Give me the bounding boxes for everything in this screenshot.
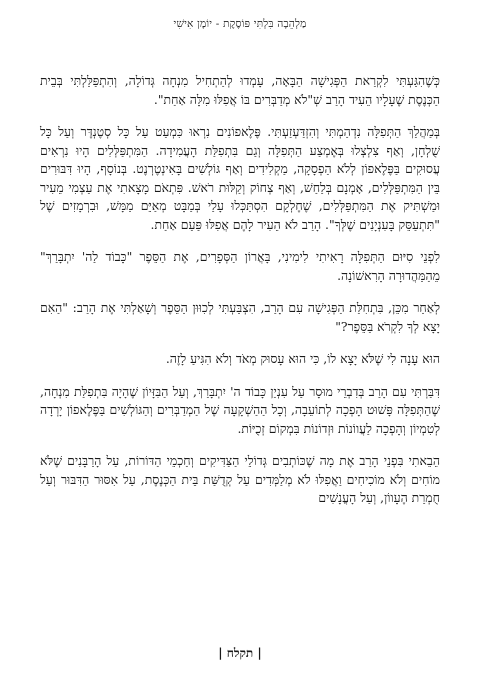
paragraph: לְאַחַר מִכֵּן, בִּתְחִלַּת הַפְּגִישָׁה עִם הָרַב, הִצְבַּעְתִּי לְכִוּוּן הַסֵּפֶר וְשָׁאַלְתִּי אֶת הָרַב: "הַאִם יָצָא לְךָ לִקְרֹא בַּסֵּפֶר?" [40,300,440,334]
paragraph: הוּא עָנָה לִי שֶׁלֹּא יָצָא לוֹ, כִּי הוּא עָסוּק מְאֹד וְלֹא הִגִּיעַ לָזֶה. [165,351,440,366]
paragraph: לִפְנֵי סִיּוּם הַתְּפִלָּה רָאִיתִי לִימִינִי, בָּאֲרוֹן הַסְּפָרִים, אֶת הַסֵּפֶר "כָּבוֹד לַה' יִתְבָּרַךְ" מֵהַמַּהֲדוּרָה הָרִאשׁוֹנָה. [40,249,440,283]
running-head: מַלְהֵבָה בִּלְתִּי פּוֹסֶקֶת - יוֹמָן אִישִׁי [173,18,307,30]
paragraph: כְּשֶׁהִגַּעְתִּי לִקְרַאת הַפְּגִישָׁה הַבָּאָה, עָמְדוּ לְהַתְחִיל מִנְחָה גְּדוֹלָה, וְהִתְפַּלַּלְתִּי בְּבֵית הַכְּנֶסֶת שֶׁעָלָיו הֵעִיד הָרַב שְׁ"לֹא מְדַבְּרִים בּוֹ אֲפִלּוּ מִלָּה אַחַת". [40,73,440,107]
paragraph: בְּמַהֲלַךְ הַתְּפִלָּה נִדְהַמְתִּי וְהִזְדַּעְזַעְתִּי. פֶּלֶאפוֹנִים נִרְאוּ כִּמְעַט עַל כָּל סְטֶנְדֶּר וְעַל כָּל שֻׁלְחָן, וְאַף צִלְצְלוּ בְּאֶמְצַע הַתְּפִלָּה וְגַם בִּתְפִלַּת הָעֲמִידָה. הַמִּתְפַּלְּלִים הָיוּ נִרְאִים עֲסוּקִים בַּפֶּלֶאפוֹן לְלֹא הַפְסָקָה, מַקְלִידִים וְאַף גּוֹלְשִׁים בָּאִינְטֶרְנֶט. בְּנוֹסָף, הָיוּ דִּבּוּרִים בֵּין הַמִּתְפַּלְּלִים, אָמְנָם בְּלַחַשׁ, וְאַף צְחוֹק וְקַלּוּת רֹאשׁ. פִּתְאֹם מָצָאתִי אֶת עַצְמִי מֵעִיר וּמַשְׁתִּיק אֶת הַמִּתְפַּלְּלִים, שֶׁחֶלְקָם הִסְתַּכְּלוּ עָלַי בְּמַבָּט מְאַיֵּם מַמָּשׁ, וּבִרְמָזִים שֶׁל "תִּתְעַסֵּק בָּעִנְיָנִים שֶׁלְּךָ". הָרַב לֹא הֵעִיר לָהֶם אֲפִלּוּ פַּעַם אַחַת. [40,124,440,232]
paragraph: דִּבַּרְתִּי עִם הָרַב בְּדִבְרֵי מוּסָר עַל עִנְיַן כָּבוֹד ה' יִתְבָּרַךְ, וְעַל הַבִּזָּיוֹן שֶׁהָיָה בִּתְפִלַּת מִנְחָה, שֶׁהַתְּפִלָּה פָּשׁוּט הָפְכָה לְתוֹעֵבָה, וְכָל הַהַשְׁקָעָה שֶׁל הַמְדַבְּרִים וְהַגּוֹלְשִׁים בַּפֶּלֶאפוֹן יָרְדָה לְטִמְיוֹן וְהָפְכָה לַעֲווֹנוֹת וּזְדוֹנוֹת בִּמְקוֹם זְכֻיּוֹת. [40,383,440,436]
page-number: | תקלח | [218,646,262,660]
paragraph: הֵבֵאתִי בִּפְנֵי הָרַב אֶת מָה שֶׁכּוֹתְבִים גְּדוֹלֵי הַצַּדִּיקִים וְחַכְמֵי הַדּוֹרוֹת, עַל הָרַבָּנִים שֶׁלֹּא מוֹחִים וְלֹא מוֹכִיחִים וַאֲפִלּוּ לֹא מְלַמְּדִים עַל קְדֻשַּׁת בֵּית הַכְּנֶסֶת, עַל אִסּוּר הַדִּבּוּר וְעַל חֻמְרַת הֶעָווֹן, וְעַל הָעֳנָשִׁים [40,453,440,505]
body-text [40,72,440,522]
